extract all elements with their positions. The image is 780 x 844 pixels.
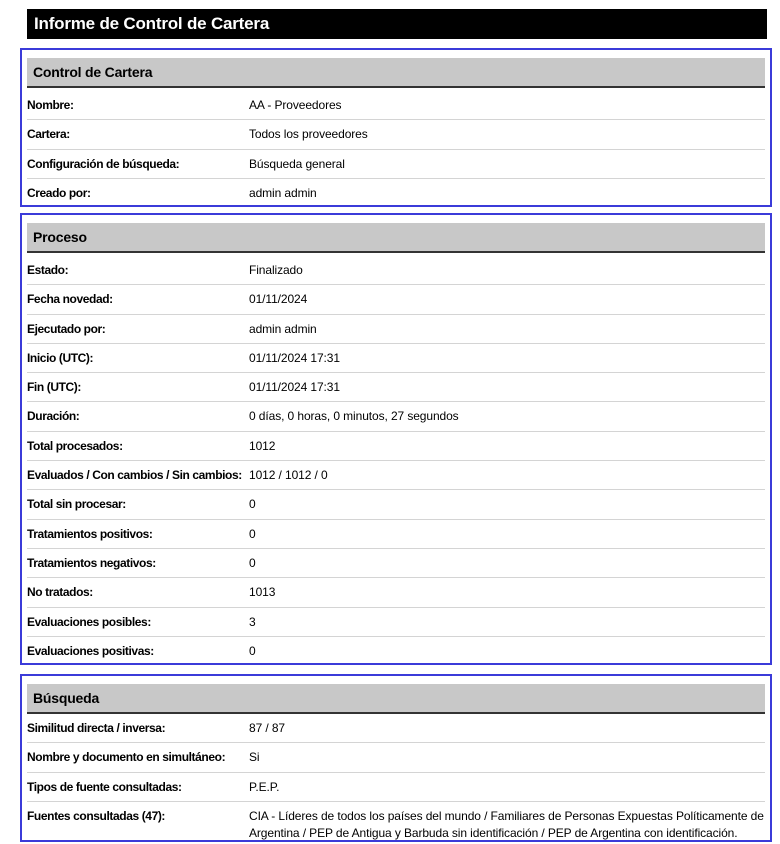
- field-label: Fecha novedad:: [27, 292, 113, 307]
- field-row: [27, 402, 765, 431]
- field-value: 01/11/2024: [249, 292, 308, 307]
- field-row: [27, 120, 765, 149]
- field-value: 0: [249, 643, 256, 658]
- field-row: [27, 743, 765, 772]
- field-value: 3: [249, 614, 256, 629]
- field-row: [27, 285, 765, 314]
- section-busqueda: [20, 674, 772, 842]
- section-proceso: [20, 213, 772, 665]
- field-row: [27, 179, 765, 207]
- report-title: Informe de Control de Cartera: [27, 9, 767, 39]
- section-control-de-cartera: [20, 48, 772, 207]
- field-value: 0: [249, 555, 256, 570]
- field-row: [27, 150, 765, 179]
- field-value: 01/11/2024 17:31: [249, 380, 340, 395]
- section-rows: [27, 714, 765, 842]
- field-label: Nombre y documento en simultáneo:: [27, 750, 226, 765]
- field-label: Total procesados:: [27, 438, 123, 453]
- field-value: 87 / 87: [249, 721, 285, 735]
- field-value: CIA - Líderes de todos los países del mundo / Familiares de Personas Expuestas Políticamente de Argentina / PEP de Antigua y Barbuda sin identificación / PEP de Argentina con identificación.: [249, 808, 764, 840]
- field-label: Tratamientos negativos:: [27, 555, 156, 570]
- field-value: Finalizado: [249, 263, 303, 277]
- field-label: Estado:: [27, 263, 69, 277]
- field-label: Evaluados / Con cambios / Sin cambios:: [27, 468, 242, 483]
- field-label: Creado por:: [27, 185, 91, 200]
- field-label: Total sin procesar:: [27, 497, 126, 512]
- field-row: [27, 256, 765, 285]
- field-row: [27, 461, 765, 490]
- field-label: Inicio (UTC):: [27, 350, 94, 365]
- field-value: Si: [249, 750, 260, 765]
- field-value: 0: [249, 497, 256, 512]
- field-label: Tratamientos positivos:: [27, 526, 153, 541]
- field-label: Ejecutado por:: [27, 321, 106, 336]
- field-label: Cartera:: [27, 127, 70, 142]
- field-row: [27, 490, 765, 519]
- field-label: Tipos de fuente consultadas:: [27, 779, 182, 794]
- section-rows: [27, 91, 765, 207]
- field-row: [27, 91, 765, 120]
- section-rows: [27, 256, 765, 665]
- field-row: [27, 714, 765, 743]
- field-row: [27, 373, 765, 402]
- field-row: [27, 773, 765, 802]
- field-value: 1012 / 1012 / 0: [249, 468, 328, 483]
- field-value: P.E.P.: [249, 779, 280, 794]
- field-label: Fin (UTC):: [27, 380, 81, 395]
- field-value: 1013: [249, 585, 276, 600]
- section-header: Búsqueda: [27, 684, 765, 714]
- field-label: Nombre:: [27, 98, 74, 112]
- field-value: 0 días, 0 horas, 0 minutos, 27 segundos: [249, 409, 459, 424]
- field-row: [27, 432, 765, 461]
- field-label: No tratados:: [27, 585, 93, 600]
- field-label: Duración:: [27, 409, 80, 424]
- field-label: Fuentes consultadas (47):: [27, 808, 166, 823]
- field-row: [27, 344, 765, 373]
- field-value: 1012: [249, 438, 276, 453]
- field-value: admin admin: [249, 185, 317, 200]
- field-row: [27, 637, 765, 665]
- field-value: Todos los proveedores: [249, 127, 368, 142]
- field-value: 01/11/2024 17:31: [249, 350, 340, 365]
- field-value: admin admin: [249, 321, 317, 336]
- field-value: AA - Proveedores: [249, 98, 342, 112]
- field-label: Similitud directa / inversa:: [27, 721, 166, 735]
- section-header: Control de Cartera: [27, 58, 765, 88]
- field-label: Configuración de búsqueda:: [27, 156, 180, 171]
- field-row: [27, 802, 765, 842]
- field-row: [27, 520, 765, 549]
- field-label: Evaluaciones posibles:: [27, 614, 151, 629]
- field-row: [27, 608, 765, 637]
- field-row: [27, 549, 765, 578]
- field-value: Búsqueda general: [249, 156, 345, 171]
- field-label: Evaluaciones positivas:: [27, 643, 154, 658]
- field-row: [27, 578, 765, 607]
- section-header: Proceso: [27, 223, 765, 253]
- field-row: [27, 315, 765, 344]
- field-value: 0: [249, 526, 256, 541]
